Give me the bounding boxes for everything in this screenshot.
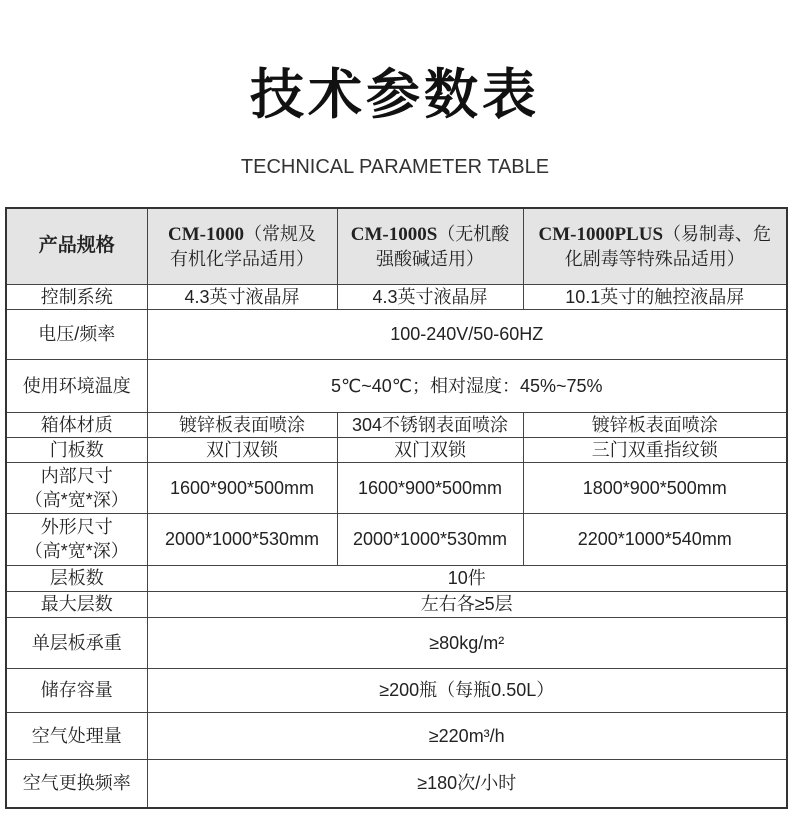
cell: 100-240V/50-60HZ: [147, 309, 787, 359]
model-header: CM-1000（常规及 有机化学品适用）: [147, 208, 337, 284]
row-label: 空气处理量: [6, 712, 147, 759]
cell: 1600*900*500mm: [337, 462, 523, 513]
row-label: 控制系统: [6, 284, 147, 309]
table-row: [6, 309, 787, 359]
cell: ≥80kg/m²: [147, 617, 787, 668]
cell: ≥220m³/h: [147, 712, 787, 759]
row-label: 空气更换频率: [6, 759, 147, 808]
row-label: 电压/频率: [6, 309, 147, 359]
row-label: 箱体材质: [6, 412, 147, 437]
header-label: 产品规格: [6, 208, 147, 284]
table-row: [6, 565, 787, 591]
cell: 2000*1000*530mm: [147, 513, 337, 565]
table-row: [6, 462, 787, 513]
cell: 304不锈钢表面喷涂: [337, 412, 523, 437]
cell: 2000*1000*530mm: [337, 513, 523, 565]
table-row: [6, 437, 787, 462]
table-row: [6, 759, 787, 808]
cell: ≥180次/小时: [147, 759, 787, 808]
cell: 1600*900*500mm: [147, 462, 337, 513]
page-subtitle: TECHNICAL PARAMETER TABLE: [240, 156, 550, 178]
table-row: [6, 712, 787, 759]
row-label: 外形尺寸 （高*宽*深）: [6, 513, 147, 565]
row-label: 单层板承重: [6, 617, 147, 668]
row-label: 使用环境温度: [6, 359, 147, 412]
cell: 双门双锁: [147, 437, 337, 462]
cell: 4.3英寸液晶屏: [337, 284, 523, 309]
table-row: [6, 284, 787, 309]
cell: 5℃~40℃；相对湿度：45%~75%: [147, 359, 787, 412]
parameter-table: [5, 207, 788, 809]
table-row: [6, 359, 787, 412]
table-row: [6, 668, 787, 712]
table-row: [6, 513, 787, 565]
row-label: 储存容量: [6, 668, 147, 712]
row-label: 内部尺寸 （高*宽*深）: [6, 462, 147, 513]
model-header: CM-1000PLUS（易制毒、危 化剧毒等特殊品适用）: [523, 208, 787, 284]
table-row: [6, 617, 787, 668]
cell: 10件: [147, 565, 787, 591]
cell: 4.3英寸液晶屏: [147, 284, 337, 309]
model-header: CM-1000S（无机酸 强酸碱适用）: [337, 208, 523, 284]
page-title: 技术参数表: [250, 63, 540, 126]
cell: 三门双重指纹锁: [523, 437, 787, 462]
row-label: 门板数: [6, 437, 147, 462]
cell: 镀锌板表面喷涂: [523, 412, 787, 437]
row-label: 层板数: [6, 565, 147, 591]
table-header-row: [6, 208, 787, 284]
cell: 镀锌板表面喷涂: [147, 412, 337, 437]
table-row: [6, 591, 787, 617]
cell: 双门双锁: [337, 437, 523, 462]
cell: 10.1英寸的触控液晶屏: [523, 284, 787, 309]
cell: 左右各≥5层: [147, 591, 787, 617]
cell: ≥200瓶（每瓶0.50L）: [147, 668, 787, 712]
table-row: [6, 412, 787, 437]
cell: 1800*900*500mm: [523, 462, 787, 513]
row-label: 最大层数: [6, 591, 147, 617]
cell: 2200*1000*540mm: [523, 513, 787, 565]
